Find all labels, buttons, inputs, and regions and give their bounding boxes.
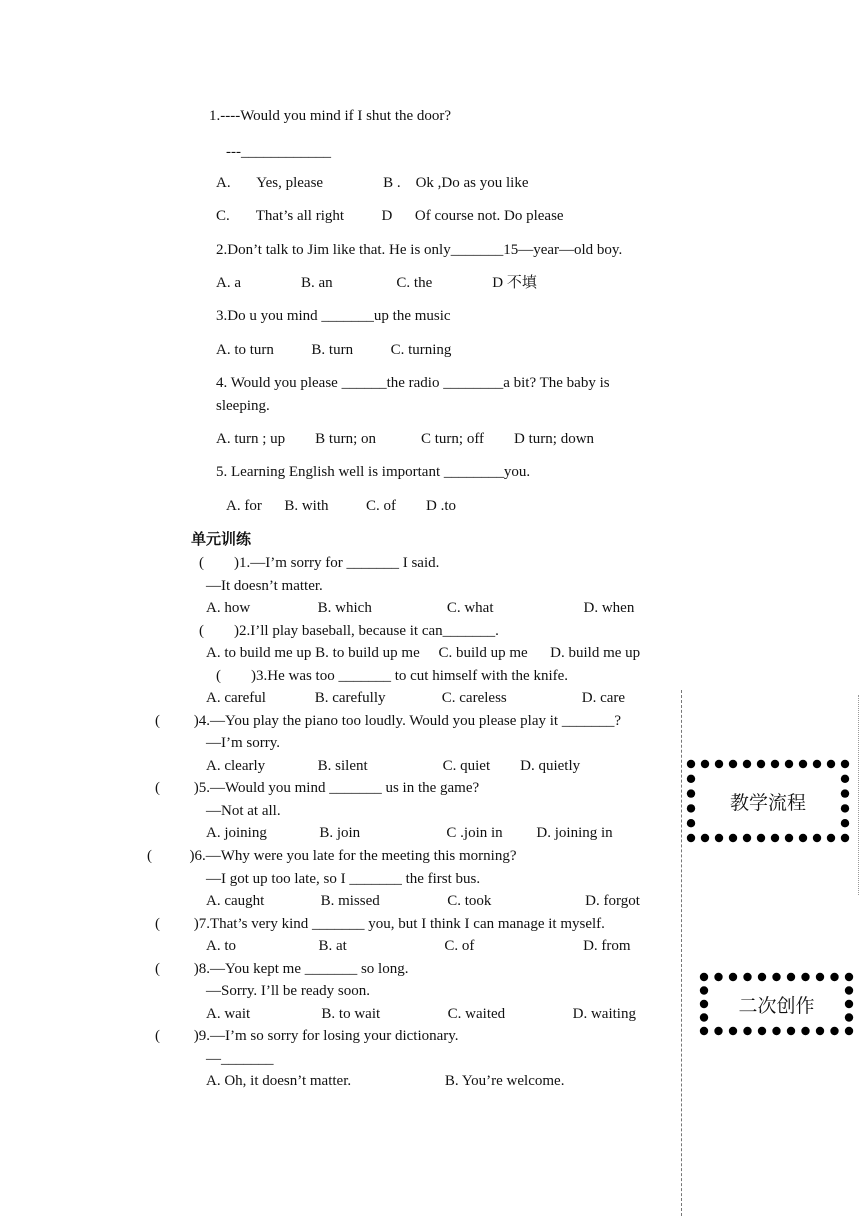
column-divider — [681, 690, 682, 1216]
border-dot — [701, 760, 709, 768]
border-dot — [799, 834, 807, 842]
border-dot — [687, 819, 695, 827]
border-dot — [830, 1027, 838, 1035]
border-dot — [771, 760, 779, 768]
worksheet-line: C. That’s all right D Of course not. Do please — [216, 208, 564, 224]
right-edge-divider — [858, 695, 859, 895]
border-dot — [700, 1000, 708, 1008]
border-dot — [813, 834, 821, 842]
worksheet-line: A. to turn B. turn C. turning — [216, 342, 452, 358]
border-dot — [771, 834, 779, 842]
worksheet-line: A. turn ; up B turn; on C turn; off D turn; down — [216, 431, 595, 447]
worksheet-line: 1.----Would you mind if I shut the door? — [209, 108, 452, 124]
border-dot — [787, 1027, 795, 1035]
border-dot — [700, 1013, 708, 1021]
border-dot — [816, 973, 824, 981]
border-dot — [841, 819, 849, 827]
worksheet-line: ( )9.—I’m so sorry for losing your dictionary. — [155, 1028, 459, 1044]
border-dot — [715, 760, 723, 768]
worksheet-line: A. caught B. missed C. took D. forgot — [206, 893, 640, 909]
border-dot — [845, 986, 853, 994]
border-dot — [827, 760, 835, 768]
worksheet-line: —I’m sorry. — [206, 735, 281, 751]
worksheet-line: A. joining B. join C .join in D. joining in — [206, 825, 613, 841]
border-dot — [757, 760, 765, 768]
section-heading: 单元训练 — [191, 530, 252, 548]
border-dot — [845, 1013, 853, 1021]
border-dot — [772, 1027, 780, 1035]
worksheet-line: A. wait B. to wait C. waited D. waiting — [206, 1006, 636, 1022]
worksheet-line: 5. Learning English well is important ________you. — [216, 464, 531, 480]
worksheet-line: ( )4.—You play the piano too loudly. Would you please play it _______? — [155, 713, 621, 729]
worksheet-line: —It doesn’t matter. — [206, 578, 323, 594]
border-dot — [687, 804, 695, 812]
border-dot — [687, 775, 695, 783]
worksheet-line: sleeping. — [216, 398, 270, 414]
worksheet-line: A. Yes, please B . Ok ,Do as you like — [216, 175, 529, 191]
border-dot — [845, 1000, 853, 1008]
box-label: 教学流程 — [729, 791, 806, 814]
worksheet-line: ( )2.I’ll play baseball, because it can_______. — [199, 623, 499, 639]
worksheet-line: A. clearly B. silent C. quiet D. quietly — [206, 758, 581, 774]
border-dot — [729, 973, 737, 981]
border-dot — [841, 775, 849, 783]
border-dot — [757, 834, 765, 842]
border-dot — [700, 986, 708, 994]
worksheet-line: 2.Don’t talk to Jim like that. He is only_______15—year—old boy. — [216, 242, 623, 258]
worksheet-line: 4. Would you please ______the radio ________a bit? The baby is — [216, 375, 610, 391]
border-dot — [729, 1027, 737, 1035]
border-dot — [841, 834, 849, 842]
worksheet-line: ( )8.—You kept me _______ so long. — [155, 961, 409, 977]
border-dot — [841, 804, 849, 812]
border-dot — [729, 834, 737, 842]
worksheet-line: A. a B. an C. the D 不填 — [216, 275, 537, 291]
worksheet-line: A. how B. which C. what D. when — [206, 600, 635, 616]
border-dot — [785, 760, 793, 768]
border-dot — [801, 1027, 809, 1035]
border-dot — [743, 834, 751, 842]
border-dot — [758, 1027, 766, 1035]
border-dot — [772, 973, 780, 981]
worksheet-line: A. Oh, it doesn’t matter. B. You’re welcome. — [206, 1073, 565, 1089]
border-dot — [758, 973, 766, 981]
border-dot — [801, 973, 809, 981]
border-dot — [787, 973, 795, 981]
border-dot — [700, 1027, 708, 1035]
border-dot — [729, 760, 737, 768]
worksheet-line: —Not at all. — [206, 803, 281, 819]
border-dot — [743, 760, 751, 768]
worksheet-line: —_______ — [206, 1051, 274, 1067]
worksheet-line: ( )6.—Why were you late for the meeting this morning? — [147, 848, 517, 864]
worksheet-line: ( )5.—Would you mind _______ us in the game? — [155, 780, 480, 796]
border-dot — [687, 789, 695, 797]
box-label: 二次创作 — [738, 994, 815, 1017]
border-dot — [785, 834, 793, 842]
border-dot — [830, 973, 838, 981]
border-dot — [743, 973, 751, 981]
dotted-label-box — [699, 972, 854, 1036]
border-dot — [813, 760, 821, 768]
border-dot — [845, 1027, 853, 1035]
worksheet-line: ( )7.That’s very kind _______ you, but I think I can manage it myself. — [155, 916, 605, 932]
border-dot — [827, 834, 835, 842]
worksheet-line: ( )1.—I’m sorry for _______ I said. — [199, 555, 440, 571]
worksheet-line: A. to build me up B. to build up me C. build up me D. build me up — [206, 645, 641, 661]
border-dot — [841, 789, 849, 797]
worksheet-line: —Sorry. I’ll be ready soon. — [206, 983, 370, 999]
border-dot — [743, 1027, 751, 1035]
border-dot — [687, 760, 695, 768]
worksheet-line: A. careful B. carefully C. careless D. care — [206, 690, 626, 706]
border-dot — [799, 760, 807, 768]
border-dot — [687, 834, 695, 842]
border-dot — [714, 973, 722, 981]
worksheet-line: ( )3.He was too _______ to cut himself with the knife. — [216, 668, 569, 684]
border-dot — [715, 834, 723, 842]
worksheet-line: 3.Do u you mind _______up the music — [216, 308, 451, 324]
border-dot — [700, 973, 708, 981]
border-dot — [816, 1027, 824, 1035]
worksheet-line: —I got up too late, so I _______ the first bus. — [206, 871, 481, 887]
border-dot — [701, 834, 709, 842]
worksheet-line: ---____________ — [226, 144, 331, 160]
border-dot — [845, 973, 853, 981]
border-dot — [714, 1027, 722, 1035]
dotted-label-box — [686, 759, 850, 843]
worksheet-line: A. to B. at C. of D. from — [206, 938, 631, 954]
border-dot — [841, 760, 849, 768]
worksheet-line: A. for B. with C. of D .to — [226, 498, 456, 514]
